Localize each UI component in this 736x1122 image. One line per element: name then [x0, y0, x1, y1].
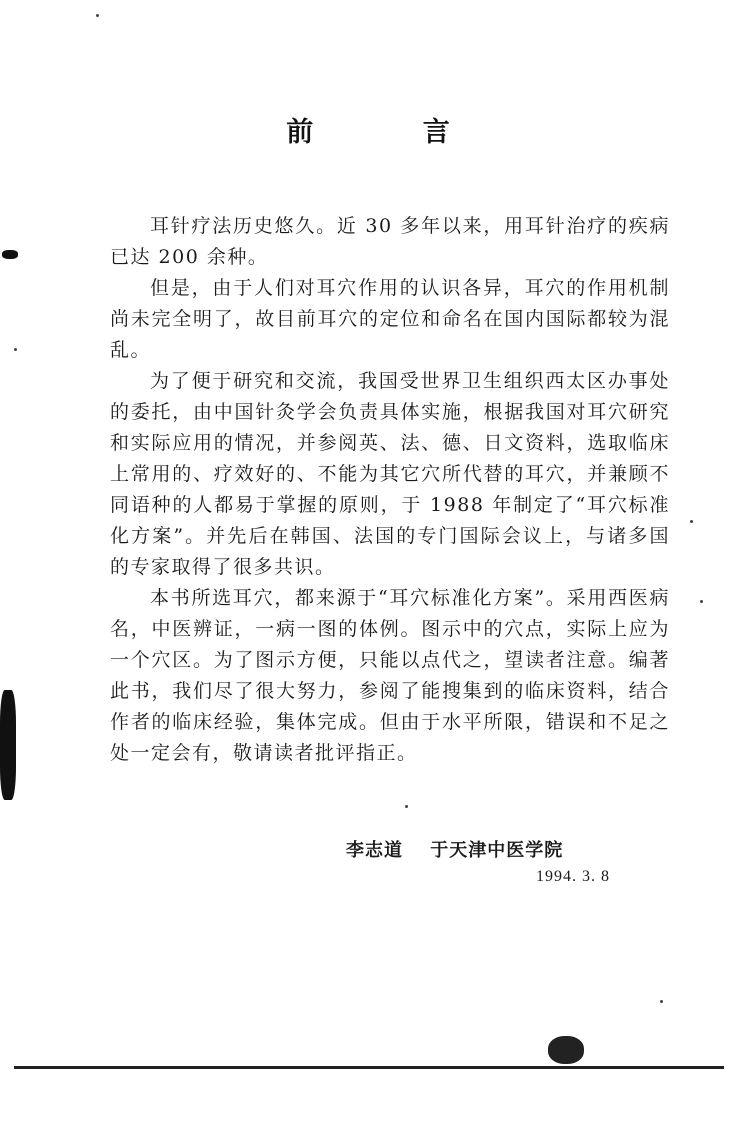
- paragraph-4: 本书所选耳穴，都来源于“耳穴标准化方案”。采用西医病名，中医辨证，一病一图的体例。图示中的穴点，实际上应为一个穴区。为了图示方便，只能以点代之，望读者注意。编著此书，我们尽了很大努力，参阅了能搜集到的临床资料，结合作者的临床经验，集体完成。但由于水平所限，错误和不足之处一定会有，敬请读者批评指正。: [110, 587, 670, 764]
- signature-date: 1994. 3. 8: [536, 868, 610, 885]
- signature-line: [346, 836, 563, 862]
- scan-speck: [96, 14, 99, 17]
- scan-speck: [660, 1000, 663, 1003]
- preface-body: [110, 211, 670, 769]
- scan-speck: [690, 520, 693, 523]
- paragraph-3: 为了便于研究和交流，我国受世界卫生组织西太区办事处的委托，由中国针灸学会负责具体实施，根据我国对耳穴研究和实际应用的情况，并参阅英、法、德、日文资料，选取临床上常用的、疗效好的、不能为其它穴所代替的耳穴，并兼顾不同语种的人都易于掌握的原则，于 1988 年制定了“耳穴标准化方案”。并先后在韩国、法国的专门国际会议上，与诸多国的专家取得了很多共识。: [110, 370, 670, 578]
- scan-smudge-bottom: [548, 1036, 584, 1064]
- scan-smudge-left-top: [2, 250, 18, 259]
- paragraph-2: 但是，由于人们对耳穴作用的认识各异，耳穴的作用机制尚未完全明了，故目前耳穴的定位和命名在国内国际都较为混乱。: [110, 277, 670, 361]
- bottom-rule: [14, 1066, 724, 1069]
- signature-place: 于天津中医学院: [430, 840, 564, 861]
- paragraph-1: 耳针疗法历史悠久。近 30 多年以来，用耳针治疗的疾病已达 200 余种。: [110, 215, 670, 268]
- scan-smudge-left-mid: [0, 690, 16, 800]
- scan-speck: [405, 805, 408, 808]
- page-title: 前 言: [286, 117, 500, 148]
- signature-author: 李志道: [346, 840, 403, 861]
- scan-speck: [14, 348, 17, 351]
- scan-speck: [700, 600, 703, 603]
